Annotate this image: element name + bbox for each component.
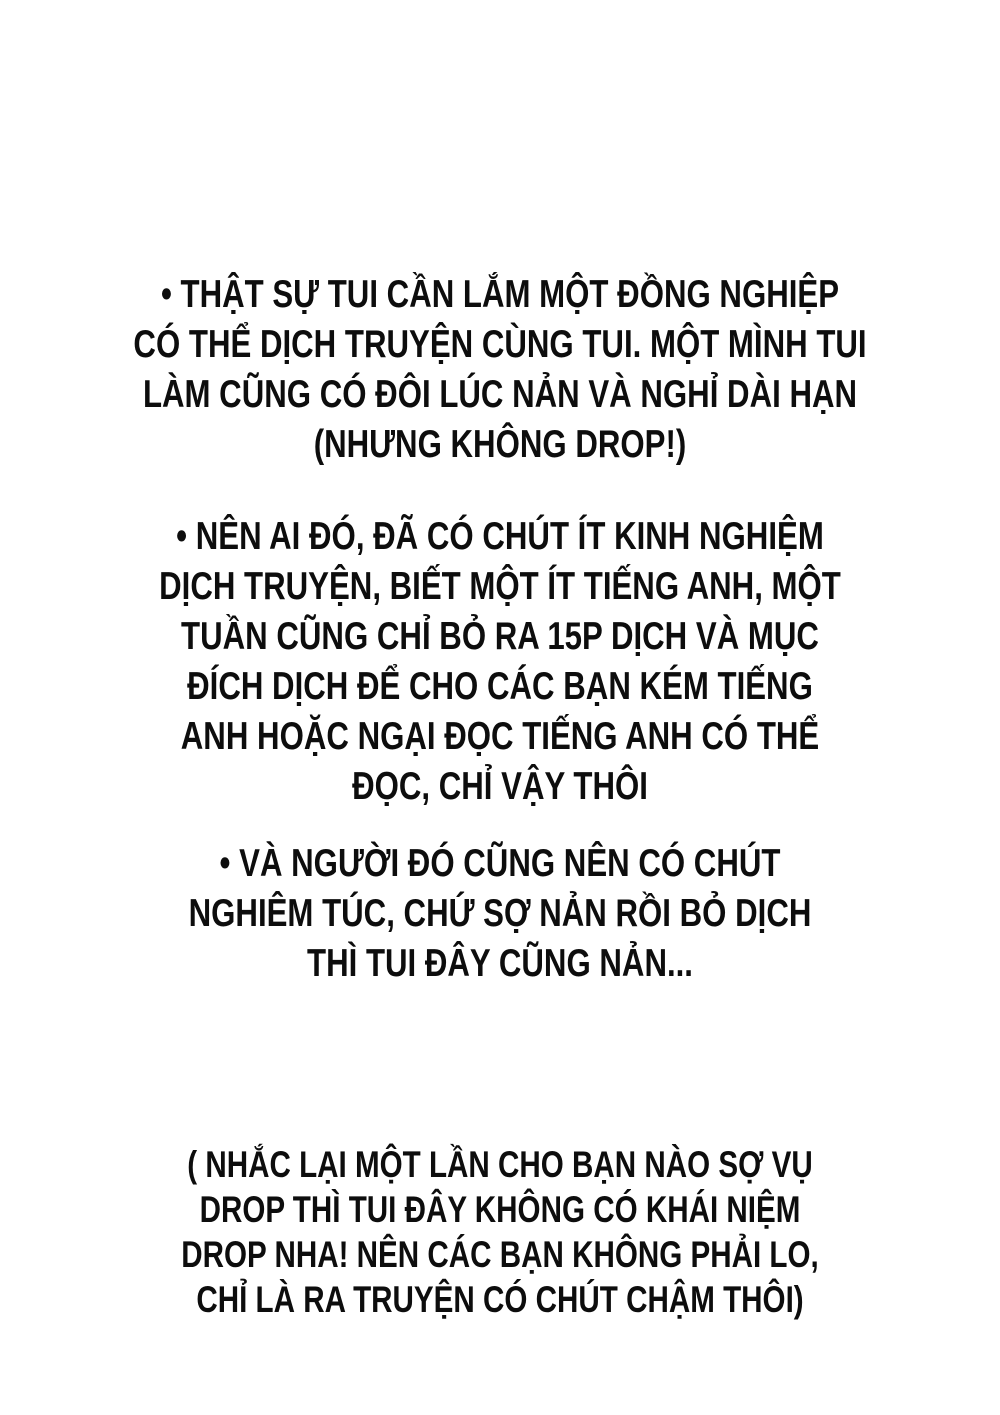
text-line: • THẬT SỰ TUI CẦN LẮM MỘT ĐỒNG NGHIỆP	[160, 273, 840, 316]
paragraph-requirements	[0, 512, 1000, 812]
text-line: THÌ TUI ĐÂY CŨNG NẢN...	[307, 942, 693, 985]
paragraph-seriousness	[0, 839, 1000, 989]
text-line: ĐỌC, CHỈ VẬY THÔI	[352, 765, 648, 808]
paragraph-no-drop-reminder	[0, 1142, 1000, 1322]
text-line: LÀM CŨNG CÓ ĐÔI LÚC NẢN VÀ NGHỈ DÀI HẠN	[142, 373, 858, 416]
text-line: CHỈ LÀ RA TRUYỆN CÓ CHÚT CHẬM THÔI)	[196, 1279, 804, 1320]
text-line: ANH HOẶC NGẠI ĐỌC TIẾNG ANH CÓ THỂ	[180, 715, 820, 758]
text-line: DROP NHA! NÊN CÁC BẠN KHÔNG PHẢI LO,	[181, 1234, 819, 1275]
text-line: DROP THÌ TUI ĐÂY KHÔNG CÓ KHÁI NIỆM	[199, 1189, 801, 1230]
text-line: • VÀ NGƯỜI ĐÓ CŨNG NÊN CÓ CHÚT	[219, 842, 781, 885]
text-line: • NÊN AI ĐÓ, ĐÃ CÓ CHÚT ÍT KINH NGHIỆM	[176, 515, 824, 558]
text-line: CÓ THỂ DỊCH TRUYỆN CÙNG TUI. MỘT MÌNH TUI	[133, 323, 867, 366]
text-line: TUẦN CŨNG CHỈ BỎ RA 15P DỊCH VÀ MỤC	[181, 615, 819, 658]
text-line: ( NHẮC LẠI MỘT LẦN CHO BẠN NÀO SỢ VỤ	[187, 1144, 813, 1185]
text-line: DỊCH TRUYỆN, BIẾT MỘT ÍT TIẾNG ANH, MỘT	[159, 565, 841, 608]
paragraph-recruit-need	[0, 270, 1000, 470]
text-line: NGHIÊM TÚC, CHỨ SỢ NẢN RỒI BỎ DỊCH	[188, 892, 812, 935]
text-line: ĐÍCH DỊCH ĐỂ CHO CÁC BẠN KÉM TIẾNG	[187, 665, 813, 708]
text-line: (NHƯNG KHÔNG DROP!)	[313, 423, 687, 466]
